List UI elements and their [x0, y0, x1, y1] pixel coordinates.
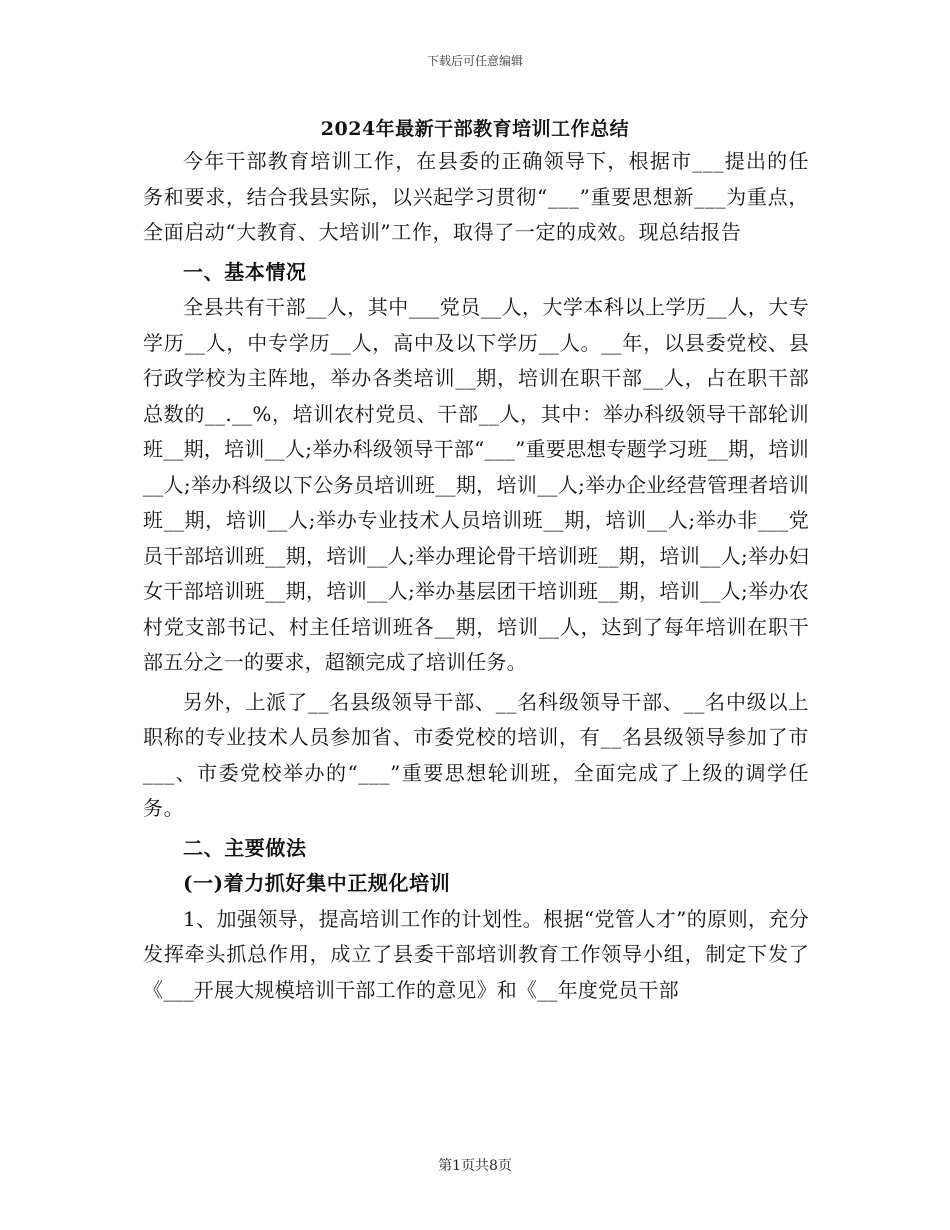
subsection-heading-centralized-training: (一)着力抓好集中正规化培训: [183, 871, 451, 895]
basic-situation-paragraph: 全县共有干部__人，其中___党员__人，大学本科以上学历__人，大专学历__人，中专学历__人，高中及以下学历__人。__年，以县委党校、县行政学校为主阵地，举办各类培训__期，培训在职干部__人，占在职干部总数的__.__%，培训农村党员、干部__人，其中：举办科级领导干部轮训班__期，培训__人;举办科级领导干部“___”重要思想专题学习班__期，培训__人;举办科级以下公务员培训班__期，培训__人;举办企业经营管理者培训班__期，培训__人;举办专业技术人员培训班__期，培训__人;举办非___党员干部培训班__期，培训__人;举办理论骨干培训班__期，培训__人;举办妇女干部培训班__期，培训__人;举办基层团干培训班__期，培训__人;举办农村党支部书记、村主任培训班各__期，培训__人，达到了每年培训在职干部五分之一的要求，超额完成了培训任务。: [143, 295, 809, 674]
intro-paragraph: 今年干部教育培训工作，在县委的正确领导下，根据市___提出的任务和要求，结合我县实际，以兴起学习贯彻“___”重要思想新___为重点，全面启动“大教育、大培训”工作，取得了一定的成效。现总结报告: [143, 149, 809, 244]
page-number: 第1页共8页: [438, 1158, 512, 1174]
document-body: [143, 144, 809, 1008]
section-heading-main-practices: 二、主要做法: [183, 835, 307, 860]
document-title: 2024年最新干部教育培训工作总结: [320, 118, 630, 140]
leadership-paragraph: 1、加强领导，提高培训工作的计划性。根据“党管人才”的原则，充分发挥牵头抓总作用，成立了县委干部培训教育工作领导小组，制定下发了《___开展大规模培训干部工作的意见》和《__年度党员干部: [143, 906, 809, 1002]
additional-training-paragraph: 另外，上派了__名县级领导干部、__名科级领导干部、__名中级以上职称的专业技术人员参加省、市委党校的培训，有__名县级领导参加了市___、市委党校举办的“___”重要思想轮训班，全面完成了上级的调学任务。: [143, 689, 809, 820]
page-header-note: 下载后可任意编辑: [426, 54, 523, 68]
section-heading-basic-situation: 一、基本情况: [183, 259, 307, 284]
